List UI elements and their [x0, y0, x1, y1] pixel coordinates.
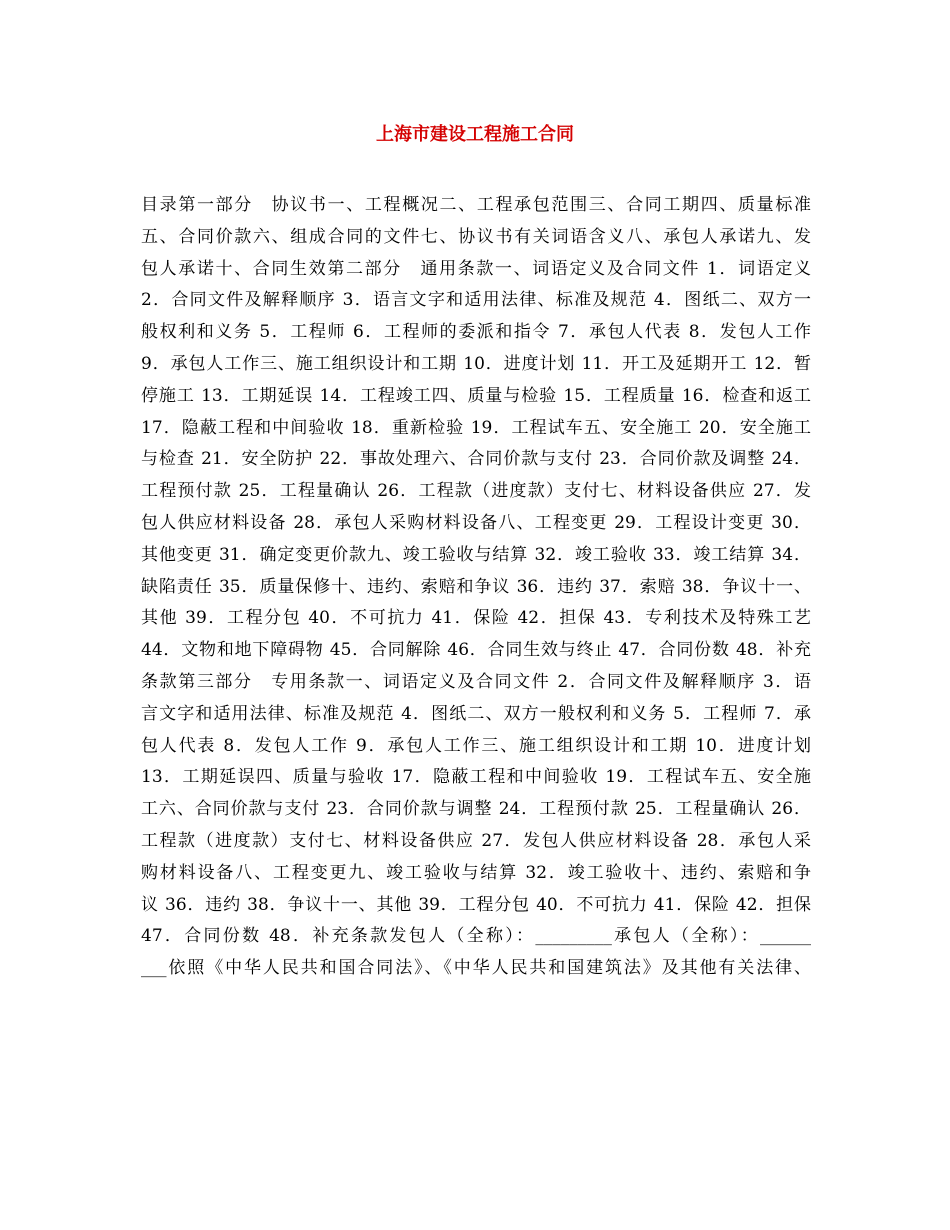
document-line: 2．合同文件及解释顺序 3．语言文字和适用法律、标准及规范 4．图纸二、双方一	[141, 290, 811, 310]
document-line: ___依照《中华人民共和国合同法》、《中华人民共和国建筑法》及其他有关法律、	[141, 958, 811, 978]
document-line: 44．文物和地下障碍物 45．合同解除 46．合同生效与终止 47．合同份数 48．补充	[141, 640, 811, 660]
document-line: 包人供应材料设备 28．承包人采购材料设备八、工程变更 29．工程设计变更 30．	[141, 513, 811, 533]
document-line: 缺陷责任 35．质量保修十、违约、索赔和争议 36．违约 37．索赔 38．争议十一、	[141, 577, 811, 597]
document-line: 般权利和义务 5．工程师 6．工程师的委派和指令 7．承包人代表 8．发包人工作	[141, 322, 811, 342]
document-line: 包人承诺十、合同生效第二部分 通用条款一、词语定义及合同文件 1．词语定义	[141, 259, 811, 279]
document-line: 其他 39．工程分包 40．不可抗力 41．保险 42．担保 43．专利技术及特殊工艺	[141, 608, 811, 628]
document-line: 条款第三部分 专用条款一、词语定义及合同文件 2．合同文件及解释顺序 3．语	[141, 672, 811, 692]
document-line: 购材料设备八、工程变更九、竣工验收与结算 32．竣工验收十、违约、索赔和争	[141, 863, 811, 883]
document-line: 工六、合同价款与支付 23．合同价款与调整 24．工程预付款 25．工程量确认 26．	[141, 799, 811, 819]
document-line: 工程预付款 25．工程量确认 26．工程款（进度款）支付七、材料设备供应 27．发	[141, 481, 811, 501]
document-line: 其他变更 31．确定变更价款九、竣工验收与结算 32．竣工验收 33．竣工结算 34．	[141, 545, 811, 565]
document-line: 17．隐蔽工程和中间验收 18．重新检验 19．工程试车五、安全施工 20．安全施工	[141, 418, 811, 438]
document-line: 停施工 13．工期延误 14．工程竣工四、质量与检验 15．工程质量 16．检查和返工	[141, 386, 811, 406]
document-line: 议 36．违约 38．争议十一、其他 39．工程分包 40．不可抗力 41．保险 42．担保	[141, 895, 811, 915]
document-line: 言文字和适用法律、标准及规范 4．图纸二、双方一般权利和义务 5．工程师 7．承	[141, 704, 811, 724]
document-line: 9．承包人工作三、施工组织设计和工期 10．进度计划 11．开工及延期开工 12．暂	[141, 354, 811, 374]
document-line: 五、合同价款六、组成合同的文件七、协议书有关词语含义八、承包人承诺九、发	[141, 227, 811, 247]
document-line: 工程款（进度款）支付七、材料设备供应 27．发包人供应材料设备 28．承包人采	[141, 831, 811, 851]
document-title: 上海市建设工程施工合同	[376, 124, 574, 145]
document-line: 与检查 21．安全防护 22．事故处理六、合同价款与支付 23．合同价款及调整 24．	[141, 449, 811, 469]
document-line: 47．合同份数 48．补充条款发包人（全称）：_________承包人（全称）：______	[141, 926, 811, 946]
document-line: 包人代表 8．发包人工作 9．承包人工作三、施工组织设计和工期 10．进度计划	[141, 736, 811, 756]
document-line: 目录第一部分 协议书一、工程概况二、工程承包范围三、合同工期四、质量标准	[141, 195, 811, 215]
document-line: 13．工期延误四、质量与验收 17．隐蔽工程和中间验收 19．工程试车五、安全施	[141, 767, 811, 787]
